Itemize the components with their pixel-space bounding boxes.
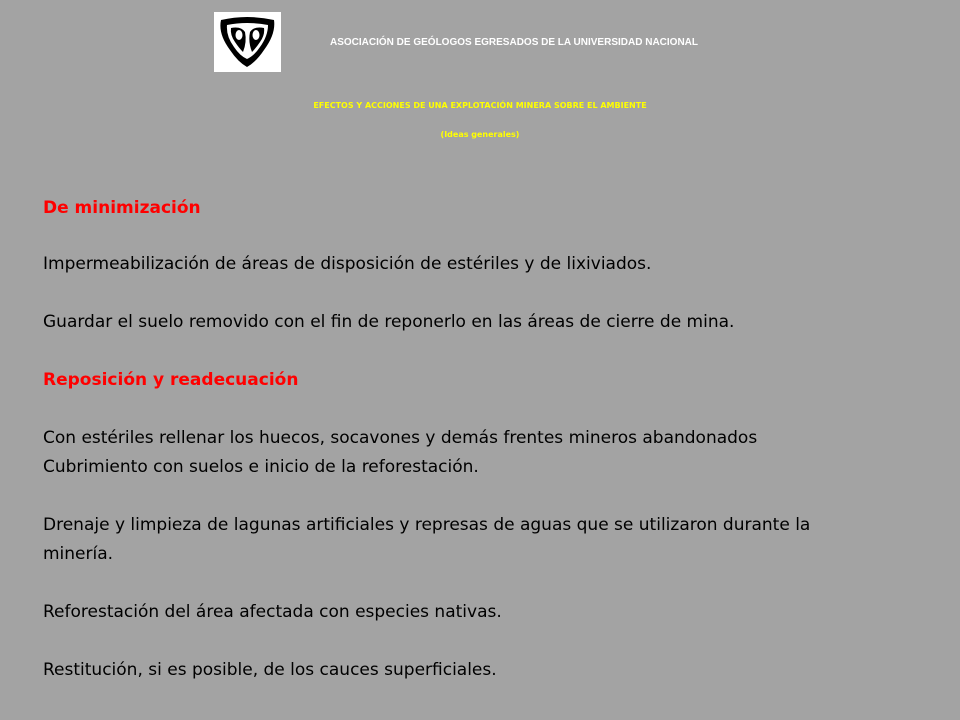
logo-emblem (214, 12, 281, 72)
association-logo-icon (214, 12, 281, 72)
minimization-item-2: Guardar el suelo removido con el fin de reponerlo en las áreas de cierre de mina. (43, 312, 735, 332)
page-title: EFECTOS Y ACCIONES DE UNA EXPLOTACIÓN MINERA SOBRE EL AMBIENTE (313, 101, 647, 110)
restoration-item-1-line-2: Cubrimiento con suelos e inicio de la reforestación. (43, 457, 479, 477)
restoration-item-1-line-1: Con estériles rellenar los huecos, socavones y demás frentes mineros abandonados (43, 428, 758, 448)
section-heading-restoration: Reposición y readecuación (43, 370, 299, 390)
restoration-item-3: Reforestación del área afectada con especies nativas. (43, 602, 502, 622)
restoration-item-4: Restitución, si es posible, de los cauces superficiales. (43, 660, 497, 680)
minimization-item-1: Impermeabilización de áreas de disposición de estériles y de lixiviados. (43, 254, 652, 274)
restoration-item-2-line-2: minería. (43, 544, 114, 564)
restoration-item-2-line-1: Drenaje y limpieza de lagunas artificiales y represas de aguas que se utilizaron durante la (43, 515, 811, 535)
page-subtitle: (Ideas generales) (440, 130, 520, 139)
organization-name: ASOCIACIÓN DE GEÓLOGOS EGRESADOS DE LA UNIVERSIDAD NACIONAL (330, 37, 698, 48)
section-heading-minimization: De minimización (43, 198, 201, 218)
